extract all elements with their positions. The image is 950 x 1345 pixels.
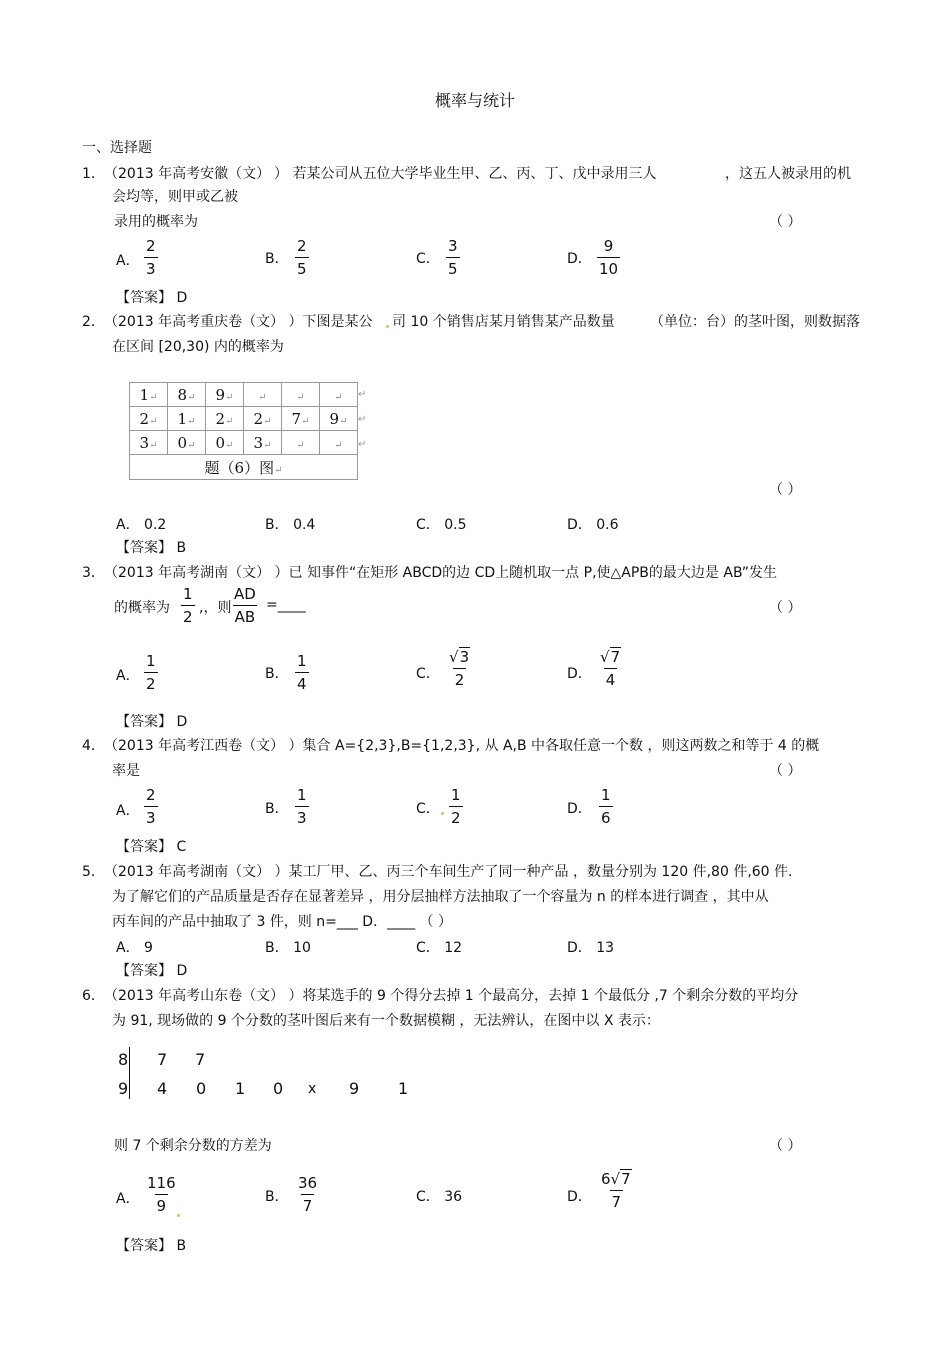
q2-option-d: D． 0.6 <box>567 517 619 533</box>
coefficient: 6 <box>601 1170 611 1188</box>
q4-number: 4． <box>82 738 105 754</box>
q3-option-c-label: C． <box>416 666 440 682</box>
table-cell: 2↵ <box>130 407 168 431</box>
q6-text: （2013 年高考山东卷（文） ）将某选手的 9 个得分去掉 1 个最高分，去掉 1 个最低分 ,7 个剩余分数的平均分 <box>104 988 799 1004</box>
numerator: 1 <box>297 786 307 804</box>
sqrt-symbol: √3 <box>449 648 470 666</box>
q3-answer: 【答案】 D <box>116 714 188 730</box>
denominator: 7 <box>610 1190 624 1210</box>
denominator: 2 <box>453 668 467 688</box>
q3-text-post: =____ <box>266 597 306 613</box>
q6-option-b-fraction <box>296 1176 319 1214</box>
numerator: 1 <box>146 652 156 670</box>
denominator: 7 <box>301 1194 315 1214</box>
denominator: 4 <box>604 668 618 688</box>
q1-text-line3: 录用的概率为 <box>114 214 198 230</box>
q4-answer: 【答案】 C <box>116 839 187 855</box>
stem-divider <box>129 1047 130 1099</box>
numerator: AD <box>234 585 256 603</box>
return-mark: ↵ <box>358 389 367 400</box>
numerator: 2 <box>297 237 307 255</box>
q4-text: （2013 年高考江西卷（文） ）集合 A={2,3},B={1,2,3}, 从 A,B 中各取任意一个数 ，则这两数之和等于 4 的概 <box>104 738 820 754</box>
table-cell: ↵ <box>320 431 358 455</box>
sqrt-symbol: √7 <box>610 1170 631 1188</box>
leaf: 7 <box>195 1050 206 1069</box>
q3-option-b-label: B． <box>265 666 289 682</box>
denominator: 9 <box>155 1194 169 1214</box>
table-cell: 0↵ <box>168 431 206 455</box>
q3-text-pre: 的概率为 <box>114 600 170 616</box>
q4-option-c-label: C． <box>416 801 440 817</box>
return-mark: ↵ <box>358 414 367 425</box>
q3-number: 3． <box>82 565 105 581</box>
q3-option-d-fraction <box>598 650 623 688</box>
stem-8: 8 <box>118 1050 129 1069</box>
q1-answer-paren: （ ） <box>769 214 802 230</box>
q2-answer: 【答案】 B <box>116 540 187 556</box>
q1-text-end: ，这五人被录用的机 <box>725 166 851 182</box>
denominator: AB <box>233 605 258 625</box>
table-cell: 2↵ <box>244 407 282 431</box>
denominator: 5 <box>446 257 460 277</box>
radicand: 7 <box>621 1170 631 1188</box>
leaf: 4 <box>157 1079 168 1098</box>
table-row <box>130 431 358 455</box>
table-cell: 1↵ <box>168 407 206 431</box>
sqrt-symbol: √7 <box>600 648 621 666</box>
q2-option-b: B． 0.4 <box>265 517 316 533</box>
denominator: 6 <box>599 806 613 826</box>
scan-speck <box>386 325 389 328</box>
denominator: 2 <box>449 806 463 826</box>
numerator: 3 <box>448 237 458 255</box>
q3-option-a-label: A． <box>116 668 140 684</box>
q3-given-fraction <box>181 587 195 625</box>
table-cell: 7↵ <box>282 407 320 431</box>
q1-option-c-fraction <box>446 239 460 277</box>
q4-option-c-fraction <box>449 788 463 826</box>
table-cell: 0↵ <box>206 431 244 455</box>
table-cell: ↵ <box>320 383 358 407</box>
return-mark: ↵ <box>358 439 367 450</box>
q1-option-d-label: D． <box>567 251 592 267</box>
q1-answer: 【答案】 D <box>116 290 188 306</box>
table-row <box>130 407 358 431</box>
q4-option-a-fraction <box>144 788 158 826</box>
numerator: 1 <box>297 652 307 670</box>
q6-answer-paren: （ ） <box>769 1138 802 1154</box>
q4-text-line2: 率是 <box>112 763 140 779</box>
denominator: 3 <box>144 257 158 277</box>
q5-option-b: B． 10 <box>265 940 311 956</box>
q4-option-b-fraction <box>295 788 309 826</box>
q2-text-b: 司 10 个销售店某月销售某产品数量 <box>392 314 615 330</box>
q1-text-line2: 会均等，则甲或乙被 <box>112 189 238 205</box>
q1-source: （2013 年高考安徽（文） <box>104 166 271 182</box>
numerator: 2 <box>146 786 156 804</box>
q2-option-a: A． 0.2 <box>116 517 167 533</box>
leaf: 1 <box>398 1079 409 1098</box>
leaf-unknown: x <box>308 1081 317 1097</box>
radicand: 7 <box>610 648 621 666</box>
q5-option-a: A． 9 <box>116 940 153 956</box>
q5-text-line2: 为了解它们的产品质量是否存在显著差异 ，用分层抽样方法抽取了一个容量为 n 的样本进行调查 ，其中从 <box>112 889 769 905</box>
q3-option-d-label: D． <box>567 666 592 682</box>
section-heading: 一、选择题 <box>82 140 152 156</box>
scan-speck <box>177 1214 180 1217</box>
q6-option-d-label: D． <box>567 1189 592 1205</box>
q4-answer-paren: （ ） <box>769 763 802 779</box>
q5-answer: 【答案】 D <box>116 963 188 979</box>
numerator: 1 <box>183 585 193 603</box>
q5-number: 5． <box>82 864 105 880</box>
q1-option-b-label: B． <box>265 251 289 267</box>
leaf: 0 <box>273 1079 284 1098</box>
numerator <box>598 650 623 668</box>
q6-option-c: C． 36 <box>416 1189 463 1205</box>
numerator <box>599 1172 634 1190</box>
table-row <box>130 455 358 480</box>
q6-option-b-label: B． <box>265 1189 289 1205</box>
q3-text-mid: ,，则 <box>199 600 232 616</box>
q5-text: （2013 年高考湖南（文） ）某工厂甲、乙、丙三个车间生产了同一种产品 ，数量分别为 120 件,80 件,60 件. <box>104 864 793 880</box>
numerator: 1 <box>601 786 611 804</box>
table-cell: ↵ <box>282 431 320 455</box>
numerator: 9 <box>603 237 614 255</box>
denominator: 2 <box>181 605 195 625</box>
q1-text: ） 若某公司从五位大学毕业生甲、乙、丙、丁、戊中录用三人 <box>274 166 657 182</box>
table-cell: ↵ <box>282 383 320 407</box>
scan-speck <box>441 812 444 815</box>
page-title: 概率与统计 <box>434 91 515 110</box>
q1-option-b-fraction <box>295 239 309 277</box>
q4-option-a-label: A． <box>116 803 140 819</box>
denominator: 3 <box>144 806 158 826</box>
numerator: 1 <box>451 786 461 804</box>
q3-text: （2013 年高考湖南（文） ）已 知事件“在矩形 ABCD的边 CD上随机取一点 P,使△APB的最大边是 AB”发生 <box>104 565 778 581</box>
denominator: 10 <box>597 257 620 277</box>
stem-leaf-table <box>129 382 358 480</box>
q3-option-c-fraction <box>447 650 472 688</box>
q2-text-c: （单位：台）的茎叶图，则数据落 <box>650 314 860 330</box>
q4-option-d-label: D． <box>567 801 592 817</box>
q1-number: 1． <box>82 166 105 182</box>
q3-option-b-fraction <box>295 654 309 692</box>
q3-answer-paren: （ ） <box>769 600 802 616</box>
leaf: 0 <box>196 1079 207 1098</box>
q6-option-a-label: A． <box>116 1191 140 1207</box>
q2-option-c: C． 0.5 <box>416 517 467 533</box>
table-cell: 8↵ <box>168 383 206 407</box>
table-caption: 题（6）图↵ <box>130 455 358 480</box>
q1-option-a-fraction <box>144 239 158 277</box>
leaf: 9 <box>349 1079 360 1098</box>
q5-option-c: C． 12 <box>416 940 463 956</box>
denominator: 4 <box>295 672 309 692</box>
table-cell: 1↵ <box>130 383 168 407</box>
table-row <box>130 383 358 407</box>
radicand: 3 <box>459 648 470 666</box>
denominator: 3 <box>295 806 309 826</box>
q6-option-d-fraction <box>599 1172 634 1210</box>
table-cell: 3↵ <box>130 431 168 455</box>
denominator: 2 <box>144 672 158 692</box>
table-cell: 9↵ <box>320 407 358 431</box>
numerator: 2 <box>146 237 156 255</box>
q5-text-line3: 丙车间的产品中抽取了 3 件，则 n=___ D．____ （ ） <box>112 914 452 930</box>
q6-number: 6． <box>82 988 105 1004</box>
q4-option-d-fraction <box>599 788 613 826</box>
q2-number: 2． <box>82 314 105 330</box>
leaf: 7 <box>157 1050 168 1069</box>
numerator: 116 <box>147 1174 176 1192</box>
q5-option-d: D． 13 <box>567 940 615 956</box>
q2-text-a: （2013 年高考重庆卷（文） ）下图是某公 <box>104 314 373 330</box>
numerator: 36 <box>298 1174 318 1192</box>
q2-text-line2: 在区间 [20,30) 内的概率为 <box>112 339 284 355</box>
q3-option-a-fraction <box>144 654 158 692</box>
q1-option-a-label: A． <box>116 253 140 269</box>
q2-answer-paren: （ ） <box>769 482 802 498</box>
q6-text-line3: 则 7 个剩余分数的方差为 <box>114 1138 272 1154</box>
table-cell: 3↵ <box>244 431 282 455</box>
numerator <box>447 650 472 668</box>
table-cell: 9↵ <box>206 383 244 407</box>
q1-option-d-fraction <box>597 239 620 277</box>
table-cell: 2↵ <box>206 407 244 431</box>
q1-option-c-label: C． <box>416 251 440 267</box>
q4-option-b-label: B． <box>265 801 289 817</box>
stem-9: 9 <box>118 1079 129 1098</box>
denominator: 5 <box>295 257 309 277</box>
q3-ratio-fraction <box>232 587 258 625</box>
q6-text-line2: 为 91, 现场做的 9 个分数的茎叶图后来有一个数据模糊 ，无法辨认，在图中以 X 表示： <box>112 1013 660 1029</box>
table-cell: ↵ <box>244 383 282 407</box>
q6-option-a-fraction <box>145 1176 178 1214</box>
q6-answer: 【答案】 B <box>116 1238 187 1254</box>
leaf: 1 <box>235 1079 246 1098</box>
